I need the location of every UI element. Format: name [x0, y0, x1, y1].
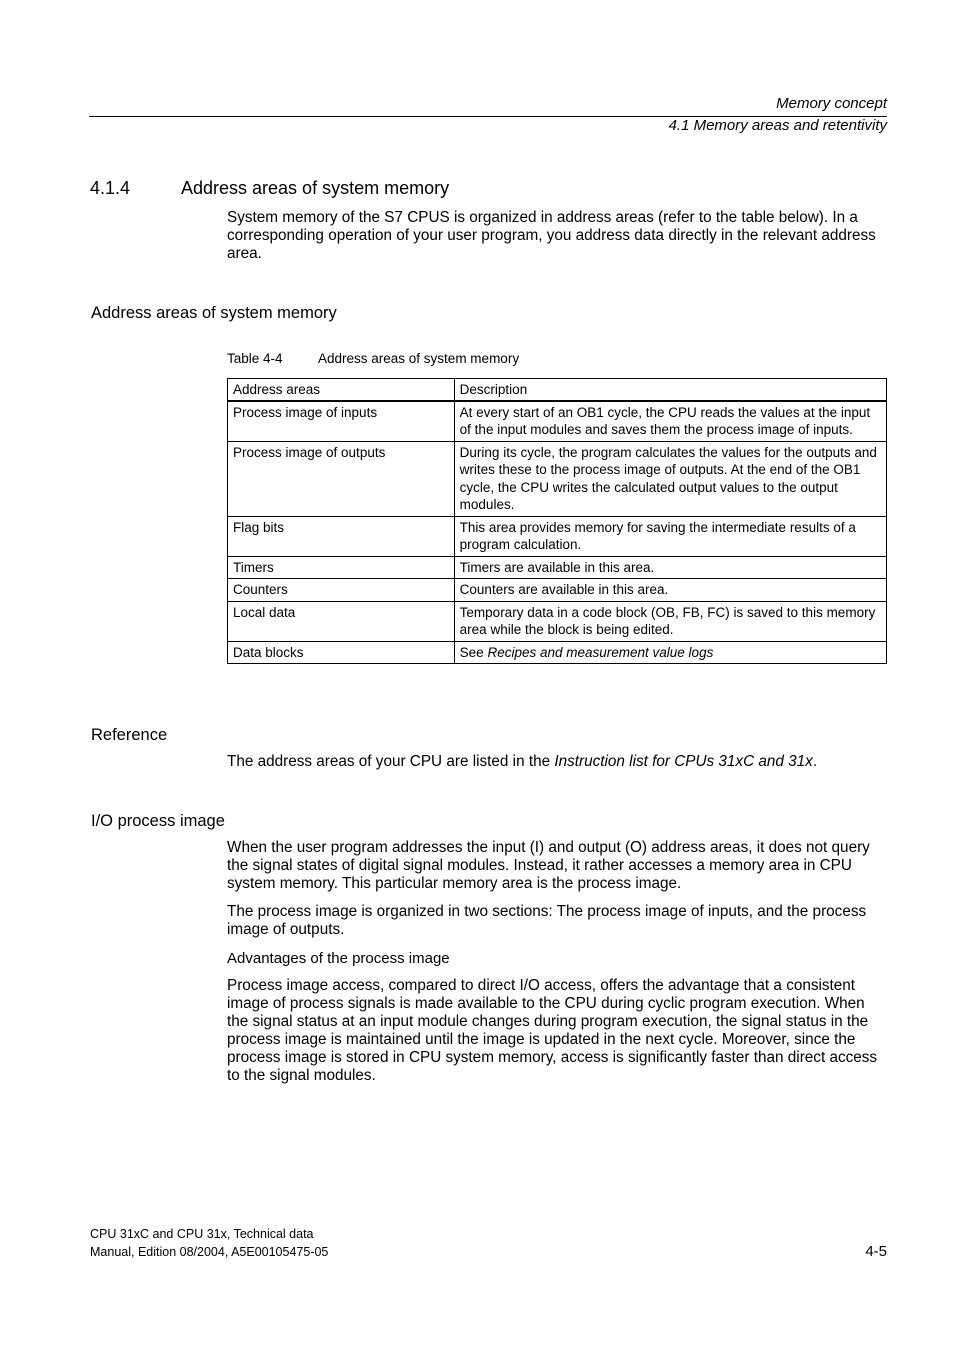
description-cell: Temporary data in a code block (OB, FB, FC) is saved to this memory area while the block is being edited. — [454, 601, 886, 641]
description-cell: Timers are available in this area. — [454, 556, 886, 579]
reference-heading: Reference — [91, 726, 168, 744]
footer-doc-title: CPU 31xC and CPU 31x, Technical data — [90, 1227, 314, 1241]
cross-reference-link[interactable]: Recipes and measurement value logs — [487, 644, 714, 660]
area-cell: Timers — [228, 556, 455, 579]
description-cell: Counters are available in this area. — [454, 579, 886, 602]
instruction-list-reference[interactable]: Instruction list for CPUs 31xC and 31x — [554, 753, 813, 770]
section-title: Address areas of system memory — [181, 178, 450, 198]
io-paragraph-1: When the user program addresses the input (I) and output (O) address areas, it does not query the signal states of digital signal modules. Instead, it rather accesses a memory area in CPU system memory. This particular memory area is the process image. — [227, 839, 870, 892]
running-header-chapter: Memory concept — [776, 95, 887, 112]
table-row — [228, 516, 887, 556]
table-row — [228, 441, 887, 516]
area-cell: Flag bits — [228, 516, 455, 556]
reference-text-suffix: . — [812, 753, 818, 770]
table-caption — [227, 351, 519, 366]
area-cell: Process image of inputs — [228, 401, 455, 442]
description-cell: During its cycle, the program calculates the values for the outputs and writes these to the process image of outputs. At the end of the OB1 cycle, the CPU writes the calculated output values to the output modules. — [454, 441, 886, 516]
description-prefix: See — [459, 644, 488, 660]
io-process-image-heading: I/O process image — [91, 812, 225, 830]
table-row — [228, 579, 887, 602]
area-cell: Process image of outputs — [228, 441, 455, 516]
table-row — [228, 401, 887, 442]
area-cell: Counters — [228, 579, 455, 602]
table-caption-title: Address areas of system memory — [318, 351, 520, 366]
area-cell: Local data — [228, 601, 455, 641]
table-row — [228, 601, 887, 641]
column-header-description: Description — [454, 379, 886, 401]
description-cell: This area provides memory for saving the intermediate results of a program calculation. — [454, 516, 886, 556]
table-row — [228, 641, 887, 664]
description-cell: At every start of an OB1 cycle, the CPU reads the values at the input of the input modules and saves them the process image of inputs. — [454, 401, 886, 442]
description-cell — [454, 641, 886, 664]
io-paragraph-2: The process image is organized in two sections: The process image of inputs, and the process image of outputs. — [227, 903, 867, 938]
advantages-heading: Advantages of the process image — [227, 950, 450, 967]
running-header-section: 4.1 Memory areas and retentivity — [668, 117, 887, 134]
area-cell: Data blocks — [228, 641, 455, 664]
column-header-address-areas: Address areas — [228, 379, 455, 401]
section-number: 4.1.4 — [90, 178, 131, 198]
io-paragraph-3: Process image access, compared to direct I/O access, offers the advantage that a consistent image of process signals is made available to the CPU during cyclic program execution. When the signal status at an input module changes during program execution, the signal status in the process image is maintained until the image is updated in the next cycle. Moreover, since the process image is stored in CPU system memory, access is significantly faster than direct access to the signal modules. — [227, 977, 878, 1084]
reference-text — [227, 753, 889, 771]
address-areas-heading: Address areas of system memory — [91, 304, 337, 322]
table-row — [228, 556, 887, 579]
table-header-row — [228, 379, 887, 401]
table-caption-label: Table 4-4 — [227, 351, 283, 366]
reference-text-prefix: The address areas of your CPU are listed in the — [227, 753, 555, 770]
address-areas-table — [227, 378, 887, 664]
section-intro: System memory of the S7 CPUS is organized in address areas (refer to the table below). In a corresponding operation of your user program, you address data directly in the relevant address area. — [227, 209, 876, 262]
page-number: 4-5 — [865, 1243, 887, 1260]
footer-edition: Manual, Edition 08/2004, A5E00105475-05 — [90, 1245, 329, 1259]
